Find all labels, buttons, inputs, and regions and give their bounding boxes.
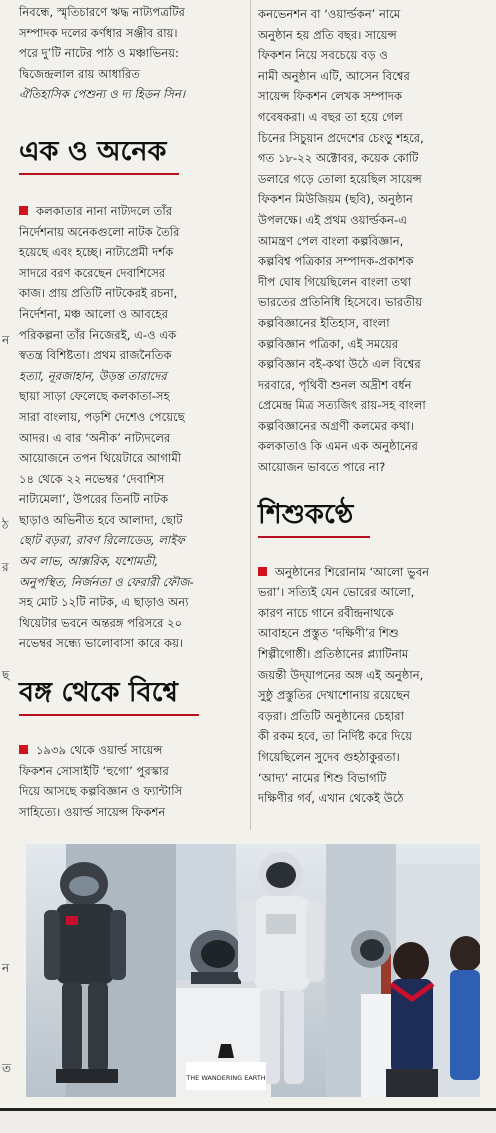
margin-fragment: ন — [2, 333, 10, 347]
text-line: ‘আদ্য’ নামের শিশু বিভাগটি — [258, 770, 387, 785]
text-line: উপলক্ষে। এই প্রথম ওয়ার্ল্ডকন-এ — [258, 212, 407, 227]
section-paragraph — [19, 201, 247, 654]
text-line: আবাহনে প্রস্তুত ‘দক্ষিণী’র শিশু — [258, 626, 399, 641]
section-heading: এক ও অনেক — [19, 135, 167, 167]
text-line: অনুষ্ঠান হয় প্রতি বছর। সায়েন্স — [258, 27, 397, 42]
text-line: ফিকশন সোসাইটি ‘হুগো’ পুরস্কার — [19, 763, 169, 778]
text-line: ছাড়াও অভিনীত হবে আলাদা, ছোট — [19, 512, 183, 527]
margin-fragment: ঠ — [2, 518, 9, 532]
text-line: সুষ্ঠু প্রস্তুতির দেখাশোনায় রয়েছেন — [258, 688, 410, 703]
text-line: ভারতের প্রতিনিধি হিসেবে। ভারতীয় — [258, 295, 423, 310]
intro-paragraph — [19, 0, 247, 105]
heading-underline — [19, 714, 199, 716]
text-line: কী রকম হবে, তা নির্দিষ্ট করে দিয়ে — [258, 729, 413, 744]
text-line: সায়েন্স ফিকশন লেখক সম্পাদক — [258, 89, 403, 104]
text-line: ১৪ থেকে ২২ নভেম্বর ‘দেবাশিস — [19, 471, 165, 486]
text-line: হত্যা, নূরজাহান, উড়ন্ত তারাদের — [19, 368, 167, 383]
text-line: থিয়েটার ভবনে অন্তরঙ্গ পরিসরে ২০ — [19, 615, 183, 630]
section-heading-block — [19, 676, 247, 716]
text-line: পরে দু’টি নাটের পাঠ ও মঞ্চাভিনয়: — [19, 46, 179, 61]
text-line: ১৯৩৯ থেকে ওয়ার্ল্ড সায়েন্স — [19, 740, 247, 761]
text-line: কাজ। প্রায় প্রতিটি নাটকেরই রচনা, — [19, 286, 178, 301]
text-line: বড়রা। প্রতিটি অনুষ্ঠানের চেহারা — [258, 708, 404, 723]
text-line: আয়োজন ভাবতে পারে না? — [258, 460, 386, 475]
section-paragraph — [258, 562, 486, 809]
column-divider — [250, 0, 251, 830]
text-line: প্রেমেন্দ্র মিত্র সত্যজিৎ রায়-সহ বাংলা — [258, 398, 426, 413]
text-line: নির্দেশনা, মঞ্চ আলো ও আবহের — [19, 306, 168, 321]
text-line: ফিকশন মিউজিয়ম (ছবি), অনুষ্ঠান — [258, 192, 413, 207]
text-line: সারা বাংলায়, পড়শি দেশেও পেয়েছে — [19, 409, 185, 424]
section-heading-block — [19, 135, 247, 175]
text-line: ফিকশন নিয়ে সবচেয়ে বড় ও — [258, 48, 388, 63]
text-line: জয়ন্তী উদ্‌যাপনের অঙ্গ এই অনুষ্ঠান, — [258, 667, 424, 682]
text-line: হয়েছে এবং হচ্ছে। নাট্যপ্রেমী দর্শক — [19, 245, 174, 260]
text-line: আমন্ত্রণ পেল বাংলা কল্পবিজ্ঞান, — [258, 233, 404, 248]
heading-underline — [19, 173, 179, 175]
text-line: গত ১৮-২২ অক্টোবর, কয়েক কোটি — [258, 151, 419, 166]
square-bullet-icon — [258, 567, 267, 576]
text-line: আদর। এ বার ‘অনীক’ নাট্যদলের — [19, 430, 171, 445]
exhibit-sign-text: THE WANDERING EARTH — [186, 1074, 266, 1082]
text-line: অব লাভ, আক্সরিক, যশোমতী, — [19, 554, 159, 569]
text-line: নাট্যমেলা’, উপরের তিনটি নাটক — [19, 492, 169, 507]
text-line: নিবন্ধে, স্মৃতিচারণে ঋদ্ধ নাট্যপত্রটির — [19, 5, 185, 19]
museum-exhibit-photo — [26, 844, 480, 1097]
text-line: সাদরে বরণ করেছেন দেবাশিসের — [19, 265, 166, 280]
section-heading: শিশুকণ্ঠে — [258, 498, 354, 530]
continued-paragraph — [258, 0, 486, 478]
text-line: সাহিত্যে। ওয়ার্ল্ড সায়েন্স ফিকশন — [19, 804, 166, 819]
section-heading-block — [258, 498, 486, 538]
text-line: ছোট বড়রা, রাবণ রিলোডেড, লাইফ — [19, 533, 185, 548]
text-line: দরবারে, পৃথিবী শুনল অদ্রীশ বর্ধন — [258, 377, 412, 392]
right-column — [258, 0, 486, 809]
text-line: কল্পবিজ্ঞানের অগ্রণী কলমের কথা। — [258, 418, 415, 433]
text-line: চিনের সিচুয়ান প্রদেশের চেংড়ু শহরে, — [258, 130, 424, 145]
heading-underline — [258, 536, 370, 538]
margin-fragment: ন — [2, 961, 10, 975]
text-line: ছায়া সাড়া ফেলেছে কলকাতা-সহ — [19, 389, 170, 404]
text-line: নির্দেশনায় অনেকগুলো নাটক তৈরি — [19, 224, 180, 239]
text-line: অনুষ্ঠানের শিরোনাম ‘আলো ভুবন — [258, 562, 486, 583]
square-bullet-icon — [19, 745, 28, 754]
text-line: ভরা’। সত্যিই যেন ভোরের আলো, — [258, 585, 415, 600]
text-line: কল্পবিজ্ঞান বই-কথা উঠে এল বিশ্বের — [258, 357, 421, 372]
text-line: কলকাতাও কি এমন এক অনুষ্ঠানের — [258, 439, 418, 454]
margin-fragment: র — [2, 560, 9, 574]
text-line: কারণ নাচে গানে রবীন্দ্রনাথকে — [258, 605, 394, 620]
text-line: কল্পবিজ্ঞান পত্রিকা, এই সময়ের — [258, 336, 399, 351]
text-line: কলকাতার নানা নাট্যদলে তাঁর — [19, 201, 247, 222]
text-line-italic: ঐতিহাসিক পেশুন্য ও দ্য হিডন সিন। — [19, 87, 186, 102]
text-line: গিয়েছিলেন সুদেব গুহঠাকুরতা। — [258, 750, 400, 764]
text-line: নভেম্বর সন্ধ্যে ভালোবাসা কারে কয়। — [19, 636, 184, 651]
text-line: স্বতন্ত্র বিশিষ্টতা। প্রথম রাজনৈতিক — [19, 348, 172, 363]
text-line: কনভেনশন বা ‘ওয়ার্ল্ডকন’ নামে — [258, 7, 401, 21]
text-line: গবেষকরা। এ বছর তা হয়ে গেল — [258, 109, 403, 124]
margin-fragment: ছ — [2, 668, 10, 682]
text-line: দিয়ে আসছে কল্পবিজ্ঞান ও ফ্যান্টাসি — [19, 784, 183, 799]
square-bullet-icon — [19, 206, 28, 215]
exhibit-illustration — [26, 844, 480, 1097]
left-column — [19, 0, 247, 822]
text-line: দ্বিজেন্দ্রলাল রায় আধারিত — [19, 66, 140, 81]
text-line: কল্পবিজ্ঞানের ইতিহাস, বাংলা — [258, 315, 390, 330]
text-line: অনুপস্থিত, নির্জনতা ও ফেরারী ফৌজ- — [19, 574, 194, 589]
text-line: সম্পাদক দলের কর্ণধার সঞ্জীব রায়। — [19, 25, 178, 40]
margin-fragment: ত — [2, 1061, 12, 1075]
bottom-strip — [0, 1111, 496, 1133]
section-paragraph — [19, 740, 247, 822]
text-line: শিল্পীগোষ্ঠী। প্রতিষ্ঠানের প্ল্যাটিনাম — [258, 647, 409, 662]
text-line: আয়োজনে তপন থিয়েটারে আগামী — [19, 451, 182, 466]
section-heading: বঙ্গ থেকে বিশ্বে — [19, 677, 178, 709]
text-line: সহ মোট ১২টি নাটক, এ ছাড়াও অন্য — [19, 595, 189, 610]
text-line: পরিকল্পনা তাঁর নিজেরই, এ-ও এক — [19, 327, 177, 342]
text-line: দক্ষিণীর গর্ব, এখান থেকেই উঠে — [258, 791, 404, 806]
text-line: দীপ ঘোষ গিয়েছিলেন বাংলা তথা — [258, 274, 411, 289]
text-line: নামী অনুষ্ঠান এটি, আসেন বিশ্বের — [258, 68, 410, 83]
text-line: ডলারে গড়ে তোলা হয়েছিল সায়েন্স — [258, 171, 422, 186]
text-line: কল্পবিশ্ব পত্রিকার সম্পাদক-প্রকাশক — [258, 254, 414, 269]
